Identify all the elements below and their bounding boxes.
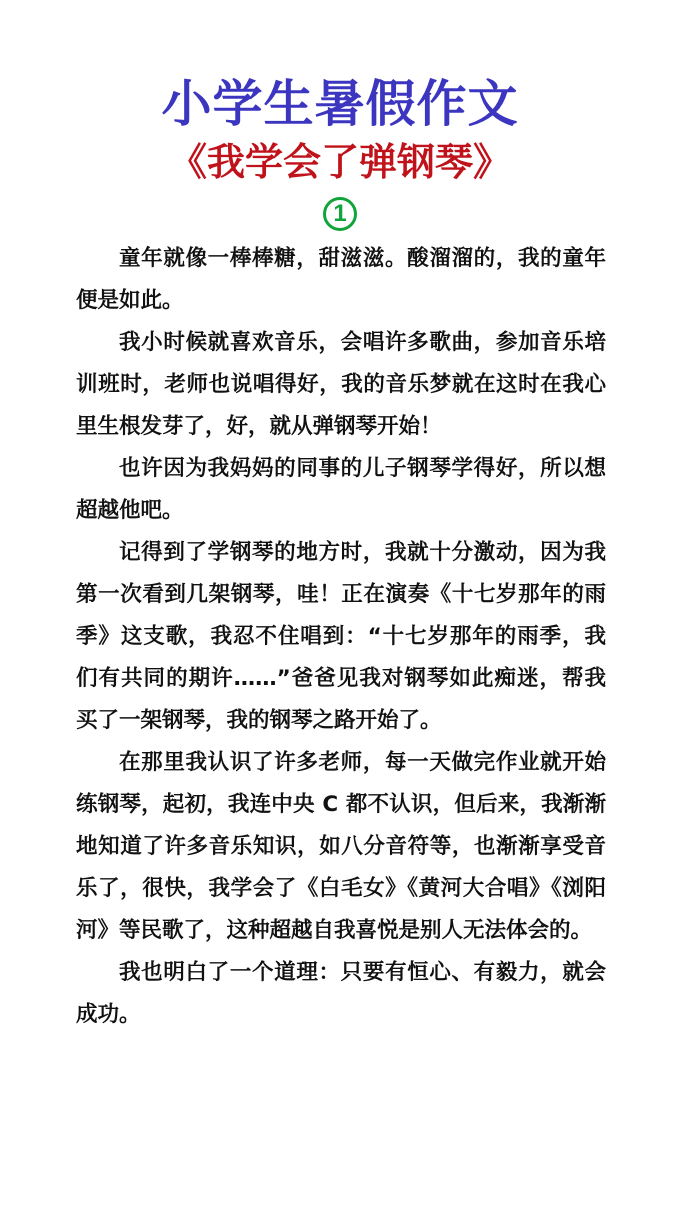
part-number [0, 193, 680, 233]
paragraph: 记得到了学钢琴的地方时，我就十分激动，因为我第一次看到几架钢琴，哇！正在演奏《十七岁那年的雨季》这支歌，我忍不住唱到：“十七岁那年的雨季，我们有共同的期许……”爸爸见我对钢琴如此痴迷，帮我买了一架钢琴，我的钢琴之路开始了。 [76, 540, 606, 733]
circled-number-icon: 1 [323, 197, 357, 231]
paragraph: 我也明白了一个道理：只要有恒心、有毅力，就会成功。 [76, 960, 606, 1027]
paragraph: 童年就像一棒棒糖，甜滋滋。酸溜溜的，我的童年便是如此。 [76, 246, 606, 313]
paragraph: 我小时候就喜欢音乐，会唱许多歌曲，参加音乐培训班时，老师也说唱得好，我的音乐梦就在这时在我心里生根发芽了，好，就从弹钢琴开始！ [76, 330, 606, 439]
essay-title: 《我学会了弹钢琴》 [168, 140, 511, 184]
page-title: 小学生暑假作文 [161, 75, 519, 133]
paragraph: 在那里我认识了许多老师，每一天做完作业就开始练钢琴，起初，我连中央 C 都不认识，但后来，我渐渐地知道了许多音乐知识，如八分音符等，也渐渐享受音乐了，很快，我学会了《白毛女》《黄河大合唱》《浏阳河》等民歌了，这种超越自我喜悦是别人无法体会的。 [76, 750, 606, 943]
paragraph: 也许因为我妈妈的同事的儿子钢琴学得好，所以想超越他吧。 [76, 456, 606, 523]
essay-body [76, 238, 606, 1036]
